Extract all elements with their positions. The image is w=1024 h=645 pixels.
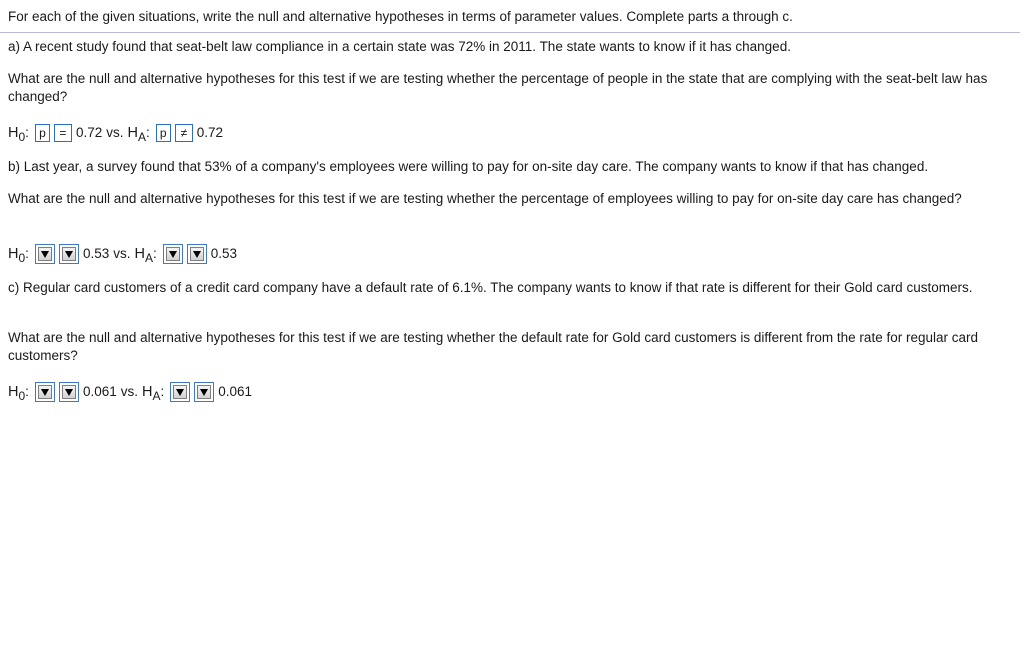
part-a-h0-param-answer[interactable]: p xyxy=(35,124,50,142)
ha-colon: : xyxy=(152,246,157,261)
part-c-hypotheses xyxy=(8,380,252,404)
part-c-ha-param-dropdown[interactable] xyxy=(170,382,190,402)
h0-symbol: H xyxy=(8,384,19,400)
part-b-hypotheses xyxy=(8,242,237,266)
part-c-question: What are the null and alternative hypotheses for this test if we are testing whether the default rate for Gold card customers is different from the rate for regular card customers? xyxy=(8,330,978,363)
part-c-h0-param-dropdown[interactable] xyxy=(35,382,55,402)
dropdown-arrow-icon xyxy=(41,389,49,396)
h0-colon: : xyxy=(25,125,29,140)
ha-subscript: A xyxy=(152,389,161,403)
ha-subscript: A xyxy=(137,130,146,144)
part-b-ha-param-dropdown[interactable] xyxy=(163,244,183,264)
h0-colon: : xyxy=(25,246,29,261)
part-c-h0-value: 0.061 xyxy=(82,384,117,399)
dropdown-arrow-icon xyxy=(200,389,208,396)
ha-symbol: H xyxy=(134,246,145,262)
ha-symbol: H xyxy=(127,125,138,141)
dropdown-arrow-icon xyxy=(169,251,177,258)
h0-symbol: H xyxy=(8,125,19,141)
h0-colon: : xyxy=(25,384,29,399)
instructions-divider xyxy=(0,32,1020,33)
part-b-h0-param-dropdown[interactable] xyxy=(35,244,55,264)
part-c-ha-operator-dropdown[interactable] xyxy=(194,382,214,402)
dropdown-arrow-icon xyxy=(65,389,73,396)
ha-subscript: A xyxy=(144,251,153,265)
part-b-statement: b) Last year, a survey found that 53% of a company's employees were willing to pay for on-site day care. The company wants to know if that has changed. xyxy=(8,159,929,174)
part-a-ha-param-answer[interactable]: p xyxy=(156,124,171,142)
vs-text: vs. xyxy=(106,125,124,140)
part-b-ha-value: 0.53 xyxy=(210,246,238,261)
part-b-question: What are the null and alternative hypotheses for this test if we are testing whether the percentage of employees willing to pay for on-site day care has changed? xyxy=(8,191,962,206)
part-a-ha-value: 0.72 xyxy=(196,125,224,140)
part-a-hypotheses xyxy=(8,121,223,145)
part-c-statement: c) Regular card customers of a credit card company have a default rate of 6.1%. The company wants to know if that rate is different for their Gold card customers. xyxy=(8,280,973,295)
part-a-h0-operator-answer[interactable]: = xyxy=(54,124,72,142)
dropdown-arrow-icon xyxy=(176,389,184,396)
part-c-h0-operator-dropdown[interactable] xyxy=(59,382,79,402)
dropdown-arrow-icon xyxy=(65,251,73,258)
vs-text: vs. xyxy=(113,246,131,261)
part-a-ha-operator-answer[interactable]: ≠ xyxy=(175,124,193,142)
part-c-ha-value: 0.061 xyxy=(218,384,253,399)
vs-text: vs. xyxy=(120,384,138,399)
ha-symbol: H xyxy=(142,384,153,400)
dropdown-arrow-icon xyxy=(193,251,201,258)
part-b-h0-value: 0.53 xyxy=(82,246,110,261)
ha-colon: : xyxy=(160,384,165,399)
part-a-statement: a) A recent study found that seat-belt law compliance in a certain state was 72% in 2011. The state wants to know if it has changed. xyxy=(8,39,791,54)
part-a-question: What are the null and alternative hypotheses for this test if we are testing whether the percentage of people in the state that are complying with the seat-belt law has changed? xyxy=(8,71,988,104)
part-b-h0-operator-dropdown[interactable] xyxy=(59,244,79,264)
h0-subscript: 0 xyxy=(18,389,26,403)
instructions-text: For each of the given situations, write the null and alternative hypotheses in terms of parameter values. Complete parts a through c. xyxy=(8,9,793,24)
part-b-ha-operator-dropdown[interactable] xyxy=(187,244,207,264)
ha-colon: : xyxy=(145,125,150,140)
part-a-h0-value: 0.72 xyxy=(75,125,103,140)
dropdown-arrow-icon xyxy=(41,251,49,258)
h0-symbol: H xyxy=(8,246,19,262)
h0-subscript: 0 xyxy=(18,130,26,144)
h0-subscript: 0 xyxy=(18,251,26,265)
